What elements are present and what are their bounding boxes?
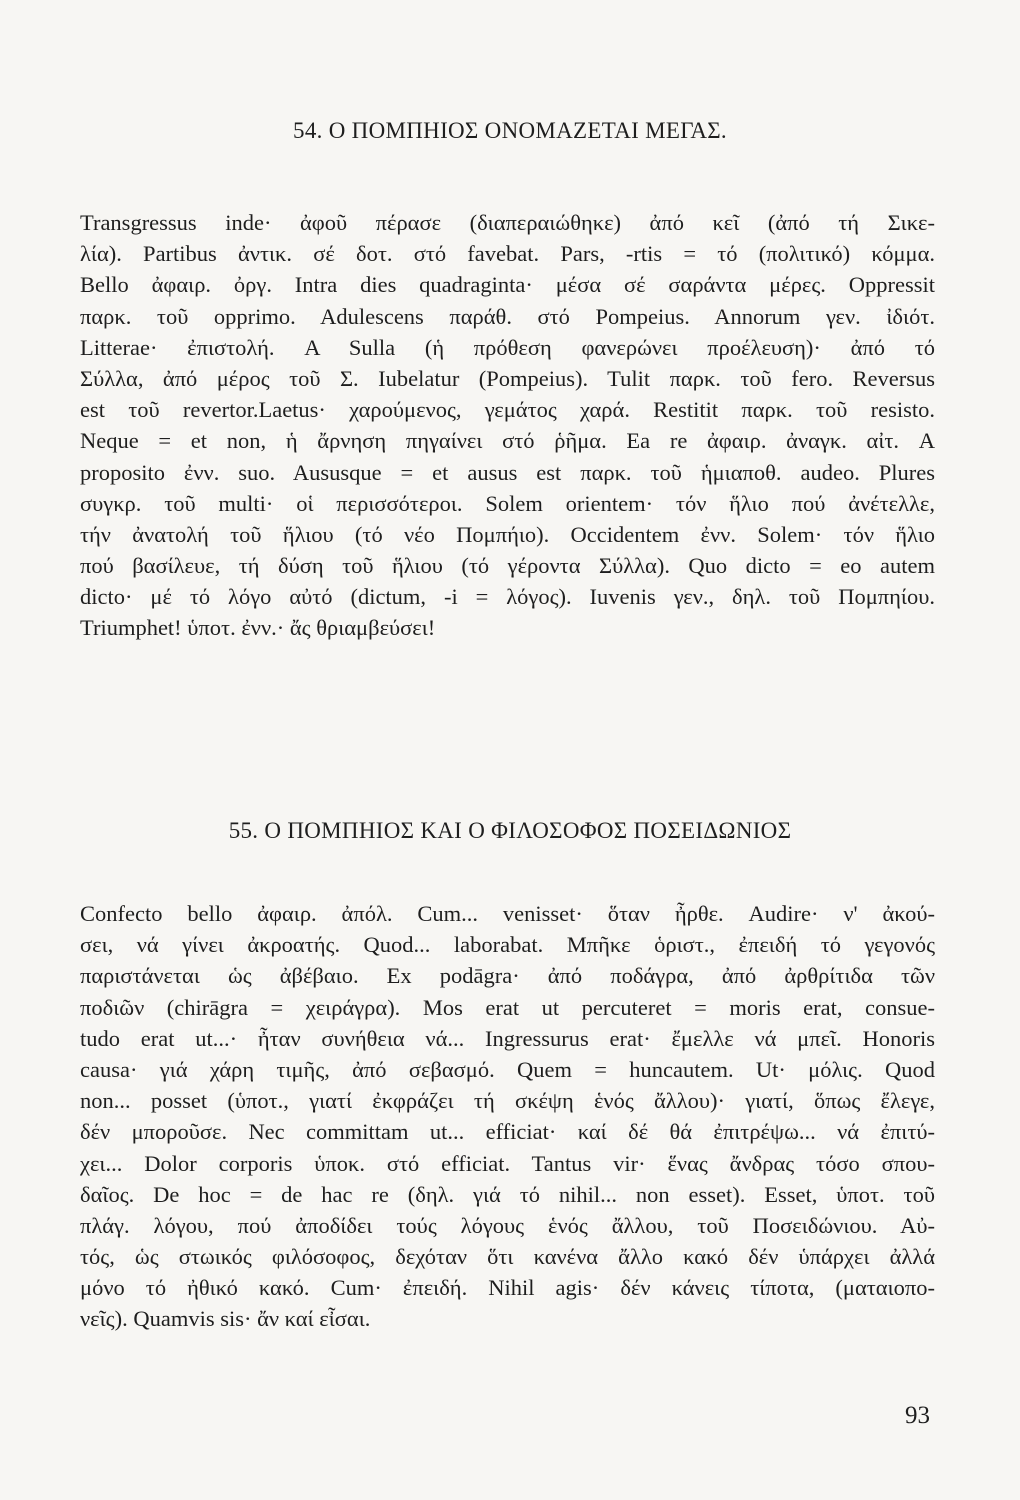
text-line: Neque = et non, ἡ ἄρνηση πηγαίνει στό ῥῆμα. Ea re ἀφαιρ. ἀναγκ. αἰτ. A bbox=[80, 428, 935, 454]
text-line: χει... Dolor corporis ὑποκ. στό efficiat. Tantus vir· ἕνας ἄνδρας τόσο σπου- bbox=[80, 1150, 935, 1176]
text-line: est τοῦ revertor.Laetus· χαρούμενος, γεμάτος χαρά. Restitit παρκ. τοῦ resisto. bbox=[80, 397, 935, 423]
text-line: λία). Partibus ἀντικ. σέ δοτ. στό favebat. Pars, -rtis = τό (πολιτικό) κόμμα. bbox=[80, 241, 935, 267]
text-line: παριστάνεται ὡς ἀβέβαιο. Ex podāgra· ἀπό ποδάγρα, ἀπό ἀρθρίτιδα τῶν bbox=[80, 963, 935, 989]
text-line: Σύλλα, ἀπό μέρος τοῦ Σ. Iubelatur (Pompeius). Tulit παρκ. τοῦ fero. Reversus bbox=[80, 365, 935, 391]
text-line: τός, ὡς στωικός φιλόσοφος, δεχόταν ὅτι κανένα ἄλλο κακό δέν ὑπάρχει ἀλλά bbox=[80, 1244, 935, 1270]
text-line: Triumphet! ὑποτ. ἐνν.· ἄς θριαμβεύσει! bbox=[80, 615, 436, 641]
text-line: dicto· μέ τό λόγο αὐτό (dictum, -i = λόγος). Iuvenis γεν., δηλ. τοῦ Πομπηίου. bbox=[80, 584, 935, 610]
text-line: Bello ἀφαιρ. ὀργ. Intra dies quadraginta· μέσα σέ σαράντα μέρες. Oppressit bbox=[80, 272, 935, 298]
text-line: συγκρ. τοῦ multi· οἱ περισσότεροι. Solem orientem· τόν ἥλιο πού ἀνέτελλε, bbox=[80, 490, 935, 516]
text-line: δαῖος. De hoc = de hac re (δηλ. γιά τό nihil... non esset). Esset, ὑποτ. τοῦ bbox=[80, 1181, 935, 1207]
section-55-heading: 55. Ο ΠΟΜΠΗΙΟΣ ΚΑΙ Ο ΦΙΛΟΣΟΦΟΣ ΠΟΣΕΙΔΩΝΙΟΣ bbox=[228, 818, 792, 843]
text-line: τήν ἀνατολή τοῦ ἥλιου (τό νέο Πομπήιο). Occidentem ἐνν. Solem· τόν ἥλιο bbox=[80, 521, 935, 547]
text-line: σει, νά γίνει ἀκροατής. Quod... laborabat. Μπῆκε ὁριστ., ἐπειδή τό γεγονός bbox=[80, 932, 935, 958]
section-54-commentary bbox=[80, 207, 935, 644]
text-line: παρκ. τοῦ opprimo. Adulescens παράθ. στό Pompeius. Annorum γεν. ἰδιότ. bbox=[80, 303, 935, 329]
text-line: πλάγ. λόγου, πού ἀποδίδει τούς λόγους ἑνός ἄλλου, τοῦ Ποσειδώνιου. Αὐ- bbox=[80, 1212, 935, 1238]
text-line: νεῖς). Quamvis sis· ἄν καί εἶσαι. bbox=[80, 1306, 371, 1332]
text-line: proposito ἐνν. suo. Aususque = et ausus est παρκ. τοῦ ἡμιαποθ. audeo. Plures bbox=[80, 459, 935, 485]
text-line: πού βασίλευε, τή δύση τοῦ ἥλιου (τό γέροντα Σύλλα). Quo dicto = eo autem bbox=[80, 553, 935, 579]
text-line: Transgressus inde· ἀφοῦ πέρασε (διαπεραιώθηκε) ἀπό κεῖ (ἀπό τή Σικε- bbox=[80, 210, 935, 235]
text-line: non... posset (ὑποτ., γιατί ἐκφράζει τή σκέψη ἑνός ἄλλου)· γιατί, ὅπως ἔλεγε, bbox=[80, 1088, 935, 1114]
text-line: causa· γιά χάρη τιμῆς, ἀπό σεβασμό. Quem = huncautem. Ut· μόλις. Quod bbox=[80, 1056, 935, 1082]
section-55-commentary bbox=[80, 898, 935, 1335]
text-line: Litterae· ἐπιστολή. A Sulla (ἡ πρόθεση φανερώνει προέλευση)· ἀπό τό bbox=[80, 334, 935, 360]
section-54-heading: 54. Ο ΠΟΜΠΗΙΟΣ ΟΝΟΜΑΖΕΤΑΙ ΜΕΓΑΣ. bbox=[293, 118, 727, 143]
text-line: ποδιῶν (chirāgra = χειράγρα). Mos erat ut percuteret = moris erat, consue- bbox=[80, 994, 935, 1020]
text-line: δέν μποροῦσε. Nec committam ut... efficiat· καί δέ θά ἐπιτρέψω... νά ἐπιτύ- bbox=[80, 1119, 935, 1145]
text-line: Confecto bello ἀφαιρ. ἀπόλ. Cum... venisset· ὅταν ἦρθε. Audire· ν' ἀκού- bbox=[80, 901, 935, 926]
text-line: tudo erat ut...· ἦταν συνήθεια νά... Ingressurus erat· ἔμελλε νά μπεῖ. Honoris bbox=[80, 1025, 935, 1051]
text-line: μόνο τό ἠθικό κακό. Cum· ἐπειδή. Nihil agis· δέν κάνεις τίποτα, (ματαιοπο- bbox=[80, 1275, 935, 1301]
page-number: 93 bbox=[905, 1402, 930, 1429]
